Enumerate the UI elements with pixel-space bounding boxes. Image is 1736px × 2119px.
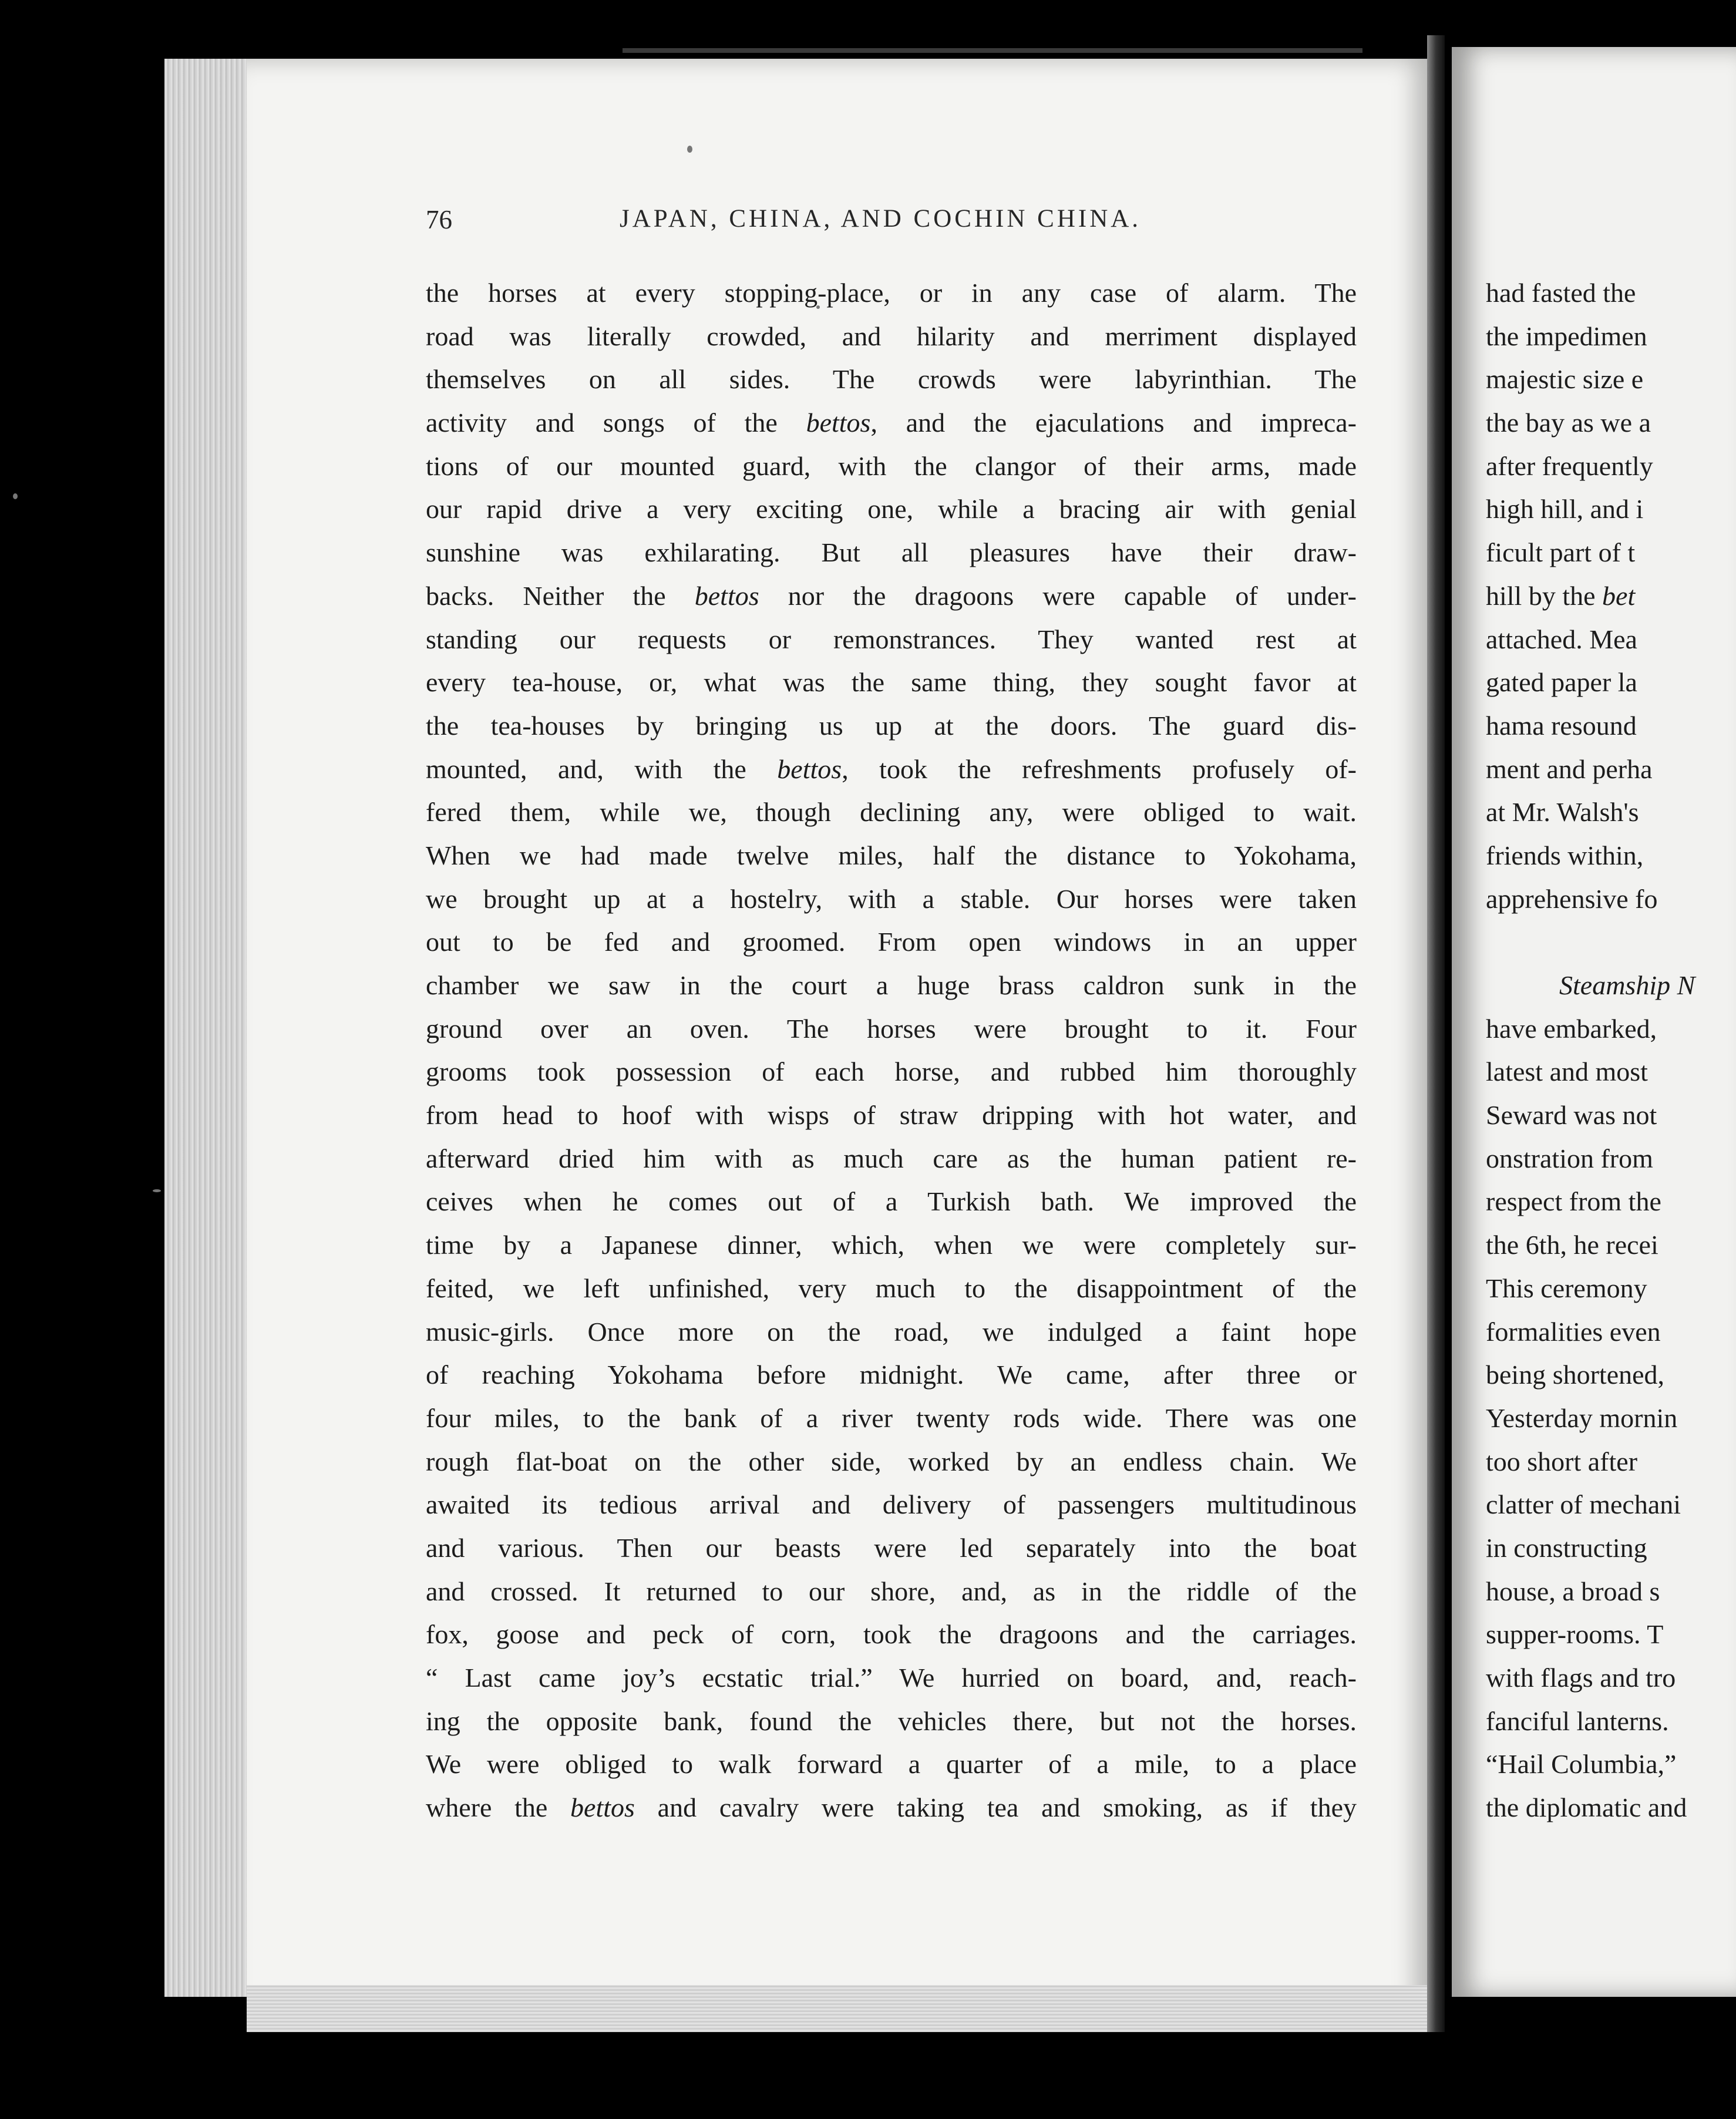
text-line: majestic size e — [1486, 364, 1644, 395]
text-line: our rapid drive a very exciting one, while a bracing air with genial — [426, 494, 1357, 524]
text-line: grooms took possession of each horse, and rubbed him thoroughly — [426, 1057, 1357, 1087]
text-line: and various. Then our beasts were led separately into the boat — [426, 1532, 1357, 1563]
text-line: sunshine was exhilarating. But all pleasures have their draw- — [426, 537, 1357, 568]
text-line: “ Last came joy’s ecstatic trial.” We hurried on board, and, reach- — [426, 1663, 1357, 1693]
text-line: we brought up at a hostelry, with a stable. Our horses were taken — [426, 883, 1357, 914]
text-line: activity and songs of the bettos, and the ejaculations and impreca- — [426, 408, 1357, 438]
text-line: Steamship N — [1559, 970, 1695, 1000]
text-line: the bay as we a — [1486, 408, 1651, 438]
text-line: formalities even — [1486, 1316, 1661, 1347]
text-line: attached. Mea — [1486, 624, 1637, 654]
text-line: rough flat-boat on the other side, worked by an endless chain. We — [426, 1446, 1357, 1476]
text-line: out to be fed and groomed. From open windows in an upper — [426, 927, 1357, 957]
text-line: ceives when he comes out of a Turkish bath. We improved the — [426, 1186, 1357, 1217]
text-line: ment and perha — [1486, 754, 1653, 784]
text-line: respect from the — [1486, 1186, 1661, 1217]
running-title: JAPAN, CHINA, AND COCHIN CHINA. — [620, 205, 1142, 233]
text-line: supper-rooms. T — [1486, 1619, 1664, 1650]
text-line: Seward was not — [1486, 1100, 1657, 1131]
text-line: being shortened, — [1486, 1360, 1665, 1390]
text-line: afterward dried him with as much care as the human patient re- — [426, 1143, 1357, 1173]
text-line: too short after — [1486, 1446, 1638, 1476]
text-line: the diplomatic and — [1486, 1792, 1687, 1823]
text-line: fox, goose and peck of corn, took the dragoons and the carriages. — [426, 1619, 1357, 1650]
text-line: awaited its tedious arrival and delivery of passengers multitudinous — [426, 1489, 1357, 1520]
text-line: hama resound — [1486, 710, 1637, 741]
text-line: We were obliged to walk forward a quarter of a mile, to a place — [426, 1749, 1357, 1780]
text-line: tions of our mounted guard, with the clangor of their arms, made — [426, 450, 1357, 481]
text-line: latest and most — [1486, 1057, 1648, 1087]
page-number: 76 — [426, 205, 452, 234]
text-line: standing our requests or remonstrances. They wanted rest at — [426, 624, 1357, 654]
text-line: mounted, and, with the bettos, took the refreshments profusely of- — [426, 754, 1357, 784]
text-line: the tea-houses by bringing us up at the doors. The guard dis- — [426, 710, 1357, 741]
text-line: onstration from — [1486, 1143, 1653, 1173]
text-line: chamber we saw in the court a huge brass caldron sunk in the — [426, 970, 1357, 1000]
text-line: gated paper la — [1486, 667, 1637, 698]
text-line: from head to hoof with wisps of straw dripping with hot water, and — [426, 1100, 1357, 1131]
text-line: fered them, while we, though declining any, were obliged to wait. — [426, 797, 1357, 828]
paragraph-gap — [1486, 920, 1736, 964]
text-line: clatter of mechani — [1486, 1489, 1681, 1520]
text-line: the 6th, he recei — [1486, 1230, 1658, 1260]
text-line: time by a Japanese dinner, which, when we were completely sur- — [426, 1230, 1357, 1260]
text-line: the impedimen — [1486, 321, 1647, 351]
text-line: and crossed. It returned to our shore, and, as in the riddle of the — [426, 1576, 1357, 1606]
dust-speck — [153, 1189, 161, 1192]
text-line: hill by the bet — [1486, 580, 1636, 611]
text-line: house, a broad s — [1486, 1576, 1660, 1606]
text-line: have embarked, — [1486, 1013, 1657, 1044]
right-page-body-text — [1486, 271, 1736, 1829]
text-line: where the bettos and cavalry were taking tea and smoking, as if they — [426, 1792, 1357, 1823]
text-line: friends within, — [1486, 840, 1644, 870]
text-line: feited, we left unfinished, very much to the disappointment of the — [426, 1273, 1357, 1303]
text-line: When we had made twelve miles, half the distance to Yokohama, — [426, 840, 1357, 870]
page-edge-stack — [164, 59, 253, 1997]
text-line: apprehensive fo — [1486, 883, 1658, 914]
top-binding-edge — [623, 48, 1362, 53]
text-line: ficult part of t — [1486, 537, 1636, 568]
text-line: four miles, to the bank of a river twenty rods wide. There was one — [426, 1402, 1357, 1433]
text-line: every tea-house, or, what was the same thing, they sought favor at — [426, 667, 1357, 698]
text-line: fanciful lanterns. — [1486, 1706, 1669, 1736]
text-line: Yesterday mornin — [1486, 1402, 1678, 1433]
text-line: This ceremony — [1486, 1273, 1647, 1303]
text-line: ing the opposite bank, found the vehicles there, but not the horses. — [426, 1706, 1357, 1736]
book-gutter — [1427, 35, 1445, 2032]
text-line: high hill, and i — [1486, 494, 1644, 524]
text-line: “Hail Columbia,” — [1486, 1749, 1677, 1780]
text-line: in constructing — [1486, 1532, 1647, 1563]
text-line: ground over an oven. The horses were brought to it. Four — [426, 1013, 1357, 1044]
text-line: at Mr. Walsh's — [1486, 797, 1639, 828]
text-line: after frequently — [1486, 450, 1653, 481]
text-line: the horses at every stopping-place, or in any case of alarm. The — [426, 278, 1357, 308]
text-line: had fasted the — [1486, 278, 1636, 308]
page-edge-bottom — [247, 1985, 1433, 2032]
text-line: music-girls. Once more on the road, we indulged a faint hope — [426, 1316, 1357, 1347]
dust-speck — [687, 146, 692, 153]
text-line: with flags and tro — [1486, 1663, 1676, 1693]
text-line: of reaching Yokohama before midnight. We came, after three or — [426, 1360, 1357, 1390]
text-line: themselves on all sides. The crowds were labyrinthian. The — [426, 364, 1357, 395]
left-page-body-text — [426, 271, 1357, 1829]
text-line: backs. Neither the bettos nor the dragoons were capable of under- — [426, 580, 1357, 611]
text-line: road was literally crowded, and hilarity and merriment displayed — [426, 321, 1357, 351]
dust-speck — [13, 493, 18, 499]
